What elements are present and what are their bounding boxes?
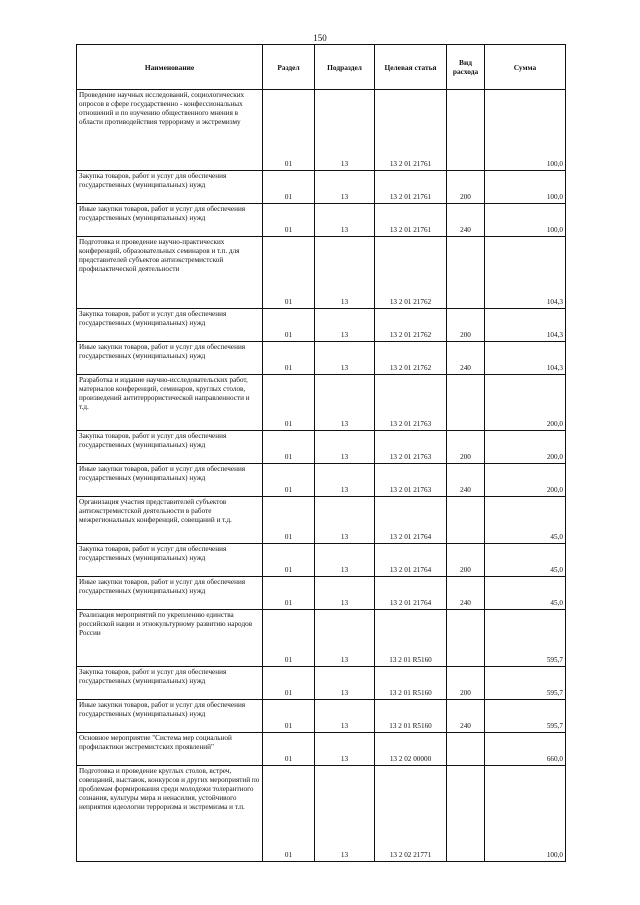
row-sum: 200,0 xyxy=(485,431,566,464)
row-kind: 200 xyxy=(447,544,485,577)
row-subsection: 13 xyxy=(315,204,375,237)
row-name: Подготовка и проведение круглых столов, встреч, совещаний, выставок, конкурсов и других мероприятий по проблемам формирования среди молодежи толерантного сознания, культуры мира и ненасилия, устойчивого неприятия идеологии терроризма и экстремизма и т.п. xyxy=(77,766,263,862)
row-target: 13 2 01 21761 xyxy=(375,90,447,171)
header-subsection: Подраздел xyxy=(315,45,375,90)
table-row xyxy=(77,544,566,577)
row-target: 13 2 02 00000 xyxy=(375,733,447,766)
row-kind xyxy=(447,375,485,431)
row-section: 01 xyxy=(263,544,315,577)
row-subsection: 13 xyxy=(315,700,375,733)
row-kind: 240 xyxy=(447,577,485,610)
row-sum: 45,0 xyxy=(485,497,566,544)
row-kind: 240 xyxy=(447,700,485,733)
table-row xyxy=(77,237,566,309)
row-sum: 100,0 xyxy=(485,766,566,862)
row-section: 01 xyxy=(263,733,315,766)
row-target: 13 2 01 21764 xyxy=(375,577,447,610)
row-kind: 200 xyxy=(447,171,485,204)
row-name: Закупка товаров, работ и услуг для обеспечения государственных (муниципальных) нужд xyxy=(77,309,263,342)
row-kind: 240 xyxy=(447,204,485,237)
budget-table xyxy=(76,44,566,862)
table-row xyxy=(77,342,566,375)
row-subsection: 13 xyxy=(315,309,375,342)
header-name: Наименование xyxy=(77,45,263,90)
row-subsection: 13 xyxy=(315,237,375,309)
row-section: 01 xyxy=(263,667,315,700)
row-subsection: 13 xyxy=(315,375,375,431)
row-name: Закупка товаров, работ и услуг для обеспечения государственных (муниципальных) нужд xyxy=(77,667,263,700)
table-row xyxy=(77,733,566,766)
row-sum: 200,0 xyxy=(485,464,566,497)
header-section: Раздел xyxy=(263,45,315,90)
row-section: 01 xyxy=(263,375,315,431)
row-target: 13 2 01 21764 xyxy=(375,497,447,544)
row-section: 01 xyxy=(263,309,315,342)
row-sum: 100,0 xyxy=(485,90,566,171)
row-subsection: 13 xyxy=(315,431,375,464)
table-row xyxy=(77,766,566,862)
row-name: Проведение научных исследований, социологических опросов в сфере государственно - конфессиональных отношений и по изучению общественного мнения в области противодействия терроризму и экстремизму xyxy=(77,90,263,171)
row-target: 13 2 01 21764 xyxy=(375,544,447,577)
header-kind: Вид расхода xyxy=(447,45,485,90)
row-name: Подготовка и проведение научно-практических конференций, образовательных семинаров и т.п. для представителей субъектов антиэкстремистской профилактической деятельности xyxy=(77,237,263,309)
row-name: Иные закупки товаров, работ и услуг для обеспечения государственных (муниципальных) нужд xyxy=(77,700,263,733)
row-section: 01 xyxy=(263,497,315,544)
row-name: Закупка товаров, работ и услуг для обеспечения государственных (муниципальных) нужд xyxy=(77,171,263,204)
table-row xyxy=(77,577,566,610)
row-subsection: 13 xyxy=(315,733,375,766)
row-subsection: 13 xyxy=(315,577,375,610)
row-name: Организация участия представителей субъектов антиэкстремистской деятельности в работе межрегиональных конференций, совещаний и т.д. xyxy=(77,497,263,544)
row-sum: 200,0 xyxy=(485,375,566,431)
row-name: Закупка товаров, работ и услуг для обеспечения государственных (муниципальных) нужд xyxy=(77,544,263,577)
row-sum: 45,0 xyxy=(485,544,566,577)
row-subsection: 13 xyxy=(315,464,375,497)
row-kind xyxy=(447,733,485,766)
row-name: Реализация мероприятий по укреплению единства российской нации и этнокультурному развитию народов России xyxy=(77,610,263,667)
row-target: 13 2 01 21761 xyxy=(375,204,447,237)
row-target: 13 2 02 21771 xyxy=(375,766,447,862)
row-subsection: 13 xyxy=(315,544,375,577)
row-subsection: 13 xyxy=(315,171,375,204)
row-subsection: 13 xyxy=(315,497,375,544)
row-subsection: 13 xyxy=(315,667,375,700)
row-kind xyxy=(447,610,485,667)
header-target: Целевая статья xyxy=(375,45,447,90)
row-kind: 200 xyxy=(447,431,485,464)
table-row xyxy=(77,700,566,733)
row-sum: 595,7 xyxy=(485,610,566,667)
row-target: 13 2 01 21762 xyxy=(375,237,447,309)
row-kind xyxy=(447,497,485,544)
row-name: Иные закупки товаров, работ и услуг для обеспечения государственных (муниципальных) нужд xyxy=(77,464,263,497)
row-section: 01 xyxy=(263,766,315,862)
row-name: Иные закупки товаров, работ и услуг для обеспечения государственных (муниципальных) нужд xyxy=(77,204,263,237)
row-kind: 200 xyxy=(447,309,485,342)
row-section: 01 xyxy=(263,700,315,733)
row-target: 13 2 01 R5160 xyxy=(375,667,447,700)
table-row xyxy=(77,464,566,497)
table-row xyxy=(77,431,566,464)
row-section: 01 xyxy=(263,204,315,237)
row-target: 13 2 01 21761 xyxy=(375,171,447,204)
row-section: 01 xyxy=(263,90,315,171)
header-sum: Сумма xyxy=(485,45,566,90)
row-sum: 45,0 xyxy=(485,577,566,610)
row-section: 01 xyxy=(263,577,315,610)
row-sum: 595,7 xyxy=(485,700,566,733)
row-target: 13 2 01 R5160 xyxy=(375,700,447,733)
table-row xyxy=(77,667,566,700)
row-sum: 104,3 xyxy=(485,309,566,342)
row-name: Иные закупки товаров, работ и услуг для обеспечения государственных (муниципальных) нужд xyxy=(77,577,263,610)
row-target: 13 2 01 R5160 xyxy=(375,610,447,667)
table-row xyxy=(77,309,566,342)
table-row xyxy=(77,171,566,204)
row-section: 01 xyxy=(263,610,315,667)
row-name: Закупка товаров, работ и услуг для обеспечения государственных (муниципальных) нужд xyxy=(77,431,263,464)
page-number: 150 xyxy=(313,33,327,43)
row-section: 01 xyxy=(263,237,315,309)
row-target: 13 2 01 21762 xyxy=(375,342,447,375)
table-row xyxy=(77,375,566,431)
row-name: Основное мероприятие "Система мер социальной профилактики экстремистских проявлений" xyxy=(77,733,263,766)
row-name: Разработка и издание научно-исследовательских работ, материалов конференций, семинаров, круглых столов, произведений антитеррористической направленности и т.д. xyxy=(77,375,263,431)
row-sum: 100,0 xyxy=(485,171,566,204)
row-kind: 240 xyxy=(447,464,485,497)
row-section: 01 xyxy=(263,464,315,497)
row-sum: 100,0 xyxy=(485,204,566,237)
row-subsection: 13 xyxy=(315,90,375,171)
row-sum: 595,7 xyxy=(485,667,566,700)
row-subsection: 13 xyxy=(315,766,375,862)
table-header-row xyxy=(77,45,566,90)
table-row xyxy=(77,204,566,237)
row-section: 01 xyxy=(263,342,315,375)
row-kind xyxy=(447,237,485,309)
row-section: 01 xyxy=(263,171,315,204)
table-row xyxy=(77,90,566,171)
row-sum: 104,3 xyxy=(485,342,566,375)
row-kind xyxy=(447,766,485,862)
row-kind: 240 xyxy=(447,342,485,375)
row-kind: 200 xyxy=(447,667,485,700)
row-target: 13 2 01 21763 xyxy=(375,464,447,497)
row-sum: 104,3 xyxy=(485,237,566,309)
row-target: 13 2 01 21763 xyxy=(375,375,447,431)
row-kind xyxy=(447,90,485,171)
row-sum: 660,0 xyxy=(485,733,566,766)
row-target: 13 2 01 21763 xyxy=(375,431,447,464)
table-row xyxy=(77,610,566,667)
table-row xyxy=(77,497,566,544)
row-target: 13 2 01 21762 xyxy=(375,309,447,342)
row-subsection: 13 xyxy=(315,342,375,375)
row-name: Иные закупки товаров, работ и услуг для обеспечения государственных (муниципальных) нужд xyxy=(77,342,263,375)
row-subsection: 13 xyxy=(315,610,375,667)
row-section: 01 xyxy=(263,431,315,464)
